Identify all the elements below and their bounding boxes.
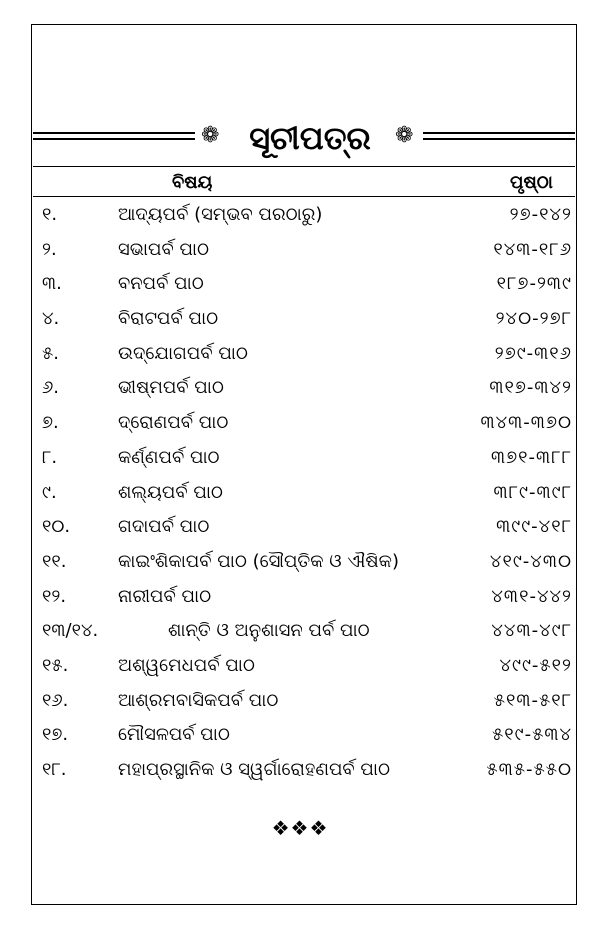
list-item — [0, 510, 600, 545]
entry-pages: ୩୯୯-୪୧୮ — [496, 516, 572, 538]
entry-pages: ୫୩୫-୫୫୦ — [486, 759, 572, 780]
entry-number: ୧୨. — [42, 585, 67, 607]
entry-number: ୧୭. — [42, 724, 69, 746]
entry-subject: ଶାନ୍ତି ଓ ଅନୁଶାସନ ପର୍ବ ପାଠ — [168, 620, 370, 642]
entry-number: ୧୫. — [42, 654, 69, 676]
entry-pages: ୩୧୭-୩୪୨ — [489, 377, 572, 399]
entry-pages: ୫୧୩-୫୧୮ — [493, 689, 572, 711]
list-item — [0, 233, 600, 268]
entry-pages: ୨୭-୧୪୨ — [509, 204, 572, 225]
title-rule-right — [423, 132, 575, 140]
entry-pages: ୫୧୯-୫୩୪ — [492, 724, 572, 746]
entry-subject: ବିରାଟପର୍ବ ପାଠ — [118, 308, 219, 330]
list-item — [0, 753, 600, 788]
entry-subject: ଶଲ୍ୟପର୍ବ ପାଠ — [118, 481, 223, 503]
entry-subject: ମୌସଳପର୍ବ ପାଠ — [118, 724, 230, 746]
entry-number: ୧୮. — [42, 759, 67, 780]
entry-number: ୨. — [42, 238, 57, 260]
entry-number: ୬. — [42, 377, 60, 399]
list-item — [0, 649, 600, 684]
entry-subject: ସଭାପର୍ବ ପାଠ — [118, 238, 210, 260]
header-rule-top — [33, 166, 575, 167]
list-item — [0, 302, 600, 337]
entry-number: ୫. — [42, 342, 59, 364]
entry-subject: ଦ୍ରୋଣପର୍ବ ପାଠ — [118, 412, 229, 434]
flower-ornament-icon: ❁ — [395, 123, 414, 148]
entry-subject: ଉଦ୍‌ଯୋଗପର୍ବ ପାଠ — [118, 342, 248, 364]
entry-number: ୯. — [42, 481, 57, 503]
entry-number: ୧. — [42, 204, 58, 225]
list-item — [0, 406, 600, 441]
diamond-ornament-icon: ❖❖❖ — [271, 816, 329, 840]
list-item — [0, 337, 600, 372]
page-title: ସୂଚୀପତ୍ର — [249, 119, 371, 157]
entry-number: ୭. — [42, 412, 59, 434]
list-item — [0, 614, 600, 649]
entry-subject: ଭୀଷ୍ମପର୍ବ ପାଠ — [118, 377, 224, 399]
list-item — [0, 476, 600, 511]
list-item — [0, 267, 600, 302]
entry-subject: ଆଦ୍ୟପର୍ବ (ସମ୍ଭବ ପରଠାରୁ) — [118, 204, 323, 225]
title-rule-left — [33, 132, 195, 140]
entry-subject: ଗଦାପର୍ବ ପାଠ — [118, 516, 210, 538]
entry-subject: ନାରୀପର୍ବ ପାଠ — [118, 585, 212, 607]
contents-list — [0, 198, 600, 788]
entry-number: ୧୦. — [42, 516, 71, 538]
entry-subject: ଅଶ୍ୱମେଧପର୍ବ ପାଠ — [118, 654, 255, 676]
entry-pages: ୨୪୦-୨୭୮ — [495, 308, 572, 330]
title-row — [33, 118, 575, 158]
entry-number: ୧୧. — [42, 550, 67, 572]
entry-number: ୮. — [42, 446, 58, 468]
list-item — [0, 198, 600, 233]
entry-subject: କର୍ଣ୍ଣପର୍ବ ପାଠ — [118, 446, 220, 468]
entry-pages: ୨୭୯-୩୧୬ — [494, 342, 572, 364]
list-item — [0, 718, 600, 753]
flower-ornament-icon: ❁ — [201, 123, 220, 148]
entry-pages: ୪୧୯-୪୩୦ — [489, 550, 572, 572]
list-item — [0, 580, 600, 615]
list-item — [0, 545, 600, 580]
entry-pages: ୩୭୧-୩୮୮ — [491, 446, 572, 468]
entry-pages: ୧୮୭-୨୩୯ — [496, 273, 572, 295]
list-item — [0, 684, 600, 719]
entry-number: ୩. — [42, 273, 62, 295]
entry-subject: କାଇଂଶିକାପର୍ବ ପାଠ (ସୌପ୍ତିକ ଓ ଐଷିକ) — [118, 550, 400, 572]
entry-pages: ୪୪୩-୪୯୮ — [491, 620, 572, 642]
entry-pages: ୪୩୧-୪୪୨ — [491, 585, 572, 607]
entry-subject: ବନପର୍ବ ପାଠ — [118, 273, 204, 295]
entry-pages: ୩୮୯-୩୯୮ — [493, 481, 572, 503]
list-item — [0, 441, 600, 476]
column-header-page: ପୃଷ୍ଠା — [510, 172, 553, 193]
column-header-subject: ବିଷୟ — [172, 172, 213, 193]
entry-number: ୪. — [42, 308, 60, 330]
entry-pages: ୪୯୯-୫୧୨ — [499, 654, 572, 676]
entry-pages: ୧୪୩-୧୮୬ — [493, 238, 572, 260]
entry-subject: ମହାପ୍ରସ୍ଥାନିକ ଓ ସ୍ୱର୍ଗାରୋହଣପର୍ବ ପାଠ — [118, 759, 391, 780]
entry-pages: ୩୪୩-୩୭୦ — [480, 412, 572, 434]
entry-subject: ଆଶ୍ରମବାସିକପର୍ବ ପାଠ — [118, 689, 279, 711]
entry-number: ୧୬. — [42, 689, 69, 711]
list-item — [0, 371, 600, 406]
header-rule-bottom — [33, 196, 575, 197]
entry-number: ୧୩/୧୪. — [42, 620, 99, 642]
